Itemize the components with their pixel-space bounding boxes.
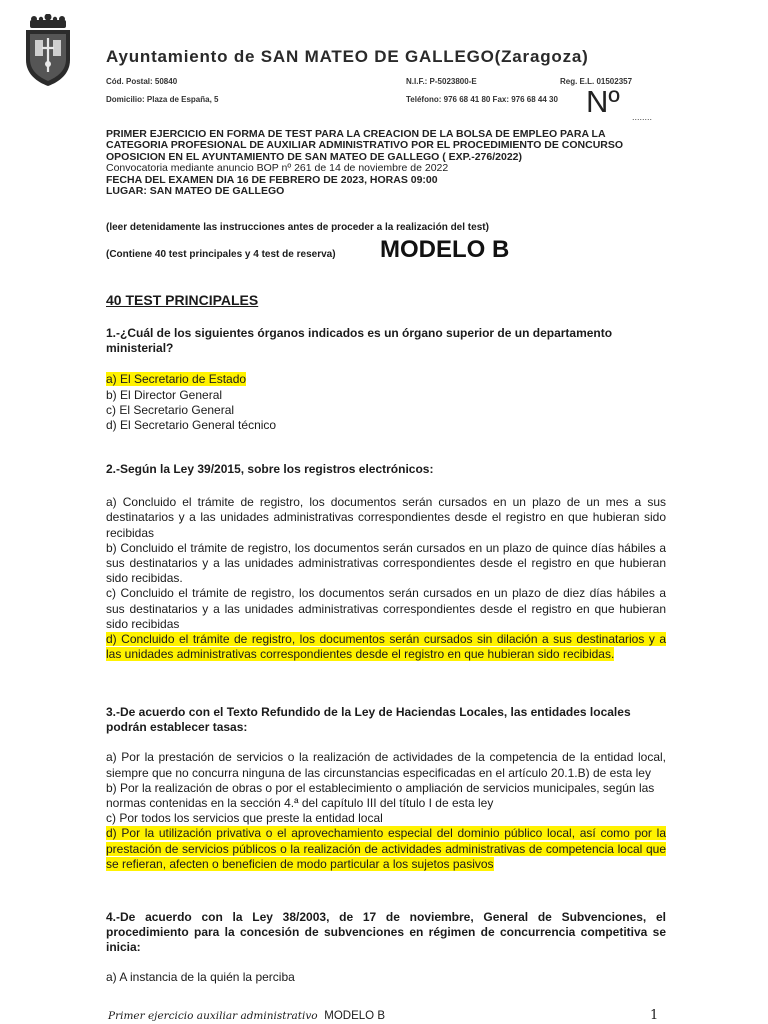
answer-option: b) Concluido el trámite de registro, los documentos serán cursados en un plazo de quince días hábiles a sus destinatarios y a las unidades administrativas correspondientes desde el registro en que hubieran sido recibidas. [106, 540, 666, 586]
numero-blank: ........ [632, 112, 653, 122]
exam-place: LUGAR: SAN MATEO DE GALLEGO [106, 185, 285, 198]
registry-number: Reg. E.L. 01502357 [560, 77, 633, 86]
exam-date: FECHA DEL EXAMEN DIA 16 DE FEBRERO DE 2023, HORAS 09:00 [106, 173, 438, 186]
question-title: 3.-De acuerdo con el Texto Refundido de la Ley de Haciendas Locales, las entidades locales podrán establecer tasas: [106, 705, 631, 735]
answer-option: a) Por la prestación de servicios o la realización de actividades de la competencia de la entidad local, siempre que no concurra ninguna de las circunstancias especificadas en el artículo 20.1.B) de esta ley [106, 750, 666, 780]
numero-label: Nº [586, 84, 620, 119]
answer-options [106, 495, 666, 662]
answer-option: b) El Director General [106, 387, 223, 402]
answer-option-correct: a) El Secretario de Estado [106, 372, 247, 387]
answer-option: c) Por todos los servicios que preste la entidad local [106, 811, 383, 826]
question-3 [106, 705, 666, 872]
contents-note: (Contiene 40 test principales y 4 test de reserva) [106, 249, 336, 260]
model-label: MODELO B [380, 236, 510, 263]
question-title: 1.-¿Cuál de los siguientes órganos indicados es un órgano superior de un departamento ministerial? [106, 326, 613, 356]
answer-option: c) Concluido el trámite de registro, los documentos serán cursados en un plazo de diez días hábiles a sus destinatarios y a las unidades administrativas correspondientes desde el registro en que hubieran sido recibidas [106, 586, 666, 631]
question-title: 2.-Según la Ley 39/2015, sobre los registros electrónicos: [106, 462, 434, 476]
exam-header [106, 129, 658, 197]
footer-caption [108, 1010, 385, 1022]
answer-option: b) Por la realización de obras o por el establecimiento o ampliación de servicios municipales, según las normas contenidas en la sección 4.ª del capítulo III del título I de esta ley [106, 780, 655, 811]
answer-options [106, 970, 666, 985]
nif: N.I.F.: P-5023800-E [406, 77, 477, 86]
answer-option-correct: d) Concluido el trámite de registro, los documentos serán cursados sin dilación a sus destinatarios y a las unidades administrativas correspondientes desde el registro en que hubieran sido recibidas. [106, 632, 666, 662]
answer-option: a) A instancia de la quién la perciba [106, 969, 295, 984]
question-title: 4.-De acuerdo con la Ley 38/2003, de 17 de noviembre, General de Subvenciones, el procedimiento para la concesión de subvenciones en régimen de concurrencia competitiva se inicia: [106, 910, 666, 955]
question-1 [106, 326, 666, 433]
phone-fax: Teléfono: 976 68 41 80 Fax: 976 68 44 30 [406, 95, 558, 104]
answer-option: a) Concluido el trámite de registro, los documentos serán cursados en un plazo de un mes a sus destinatarios y a las unidades administrativas correspondientes desde el registro en que hubieran sido recibidas [106, 495, 666, 540]
address: Domicilio: Plaza de España, 5 [106, 95, 219, 104]
footer-model: MODELO B [324, 1010, 385, 1022]
page-number: 1 [650, 1008, 659, 1023]
answer-options [106, 372, 666, 433]
answer-option: c) El Secretario General [106, 402, 235, 417]
convocatoria: Convocatoria mediante anuncio BOP nº 261 de 14 de noviembre de 2022 [106, 162, 449, 175]
question-2 [106, 462, 666, 662]
postal-code: Cód. Postal: 50840 [106, 77, 178, 86]
question-4 [106, 910, 666, 985]
instructions-note: (leer detenidamente las instrucciones antes de proceder a la realización del test) [106, 222, 489, 233]
org-name: Ayuntamiento de SAN MATEO DE GALLEGO(Zaragoza) [106, 47, 589, 66]
footer-text: Primer ejercicio auxiliar administrativo [108, 1010, 318, 1022]
answer-option-correct: d) Por la utilización privativa o el aprovechamiento especial del dominio público local, así como por la prestación de servicios públicos o la realización de actividades administrativas de competencia local que se refieran, afecten o beneficien de modo particular a los sujetos pasivos [106, 826, 666, 871]
answer-options [106, 750, 666, 872]
section-title: 40 TEST PRINCIPALES [106, 292, 259, 308]
answer-option: d) El Secretario General técnico [106, 418, 277, 433]
municipal-crest-icon [20, 14, 76, 88]
exam-title: PRIMER EJERCICIO EN FORMA DE TEST PARA LA CREACION DE LA BOLSA DE EMPLEO PARA LA CATEGORIA PROFESIONAL DE AUXILIAR ADMINISTRATIVO POR EL PROCEDIMIENTO DE CONCURSO OPOSICION EN EL AYUNTAMIENTO DE SAN MATEO DE GALLEGO ( EXP.-276/2022) [106, 128, 624, 163]
